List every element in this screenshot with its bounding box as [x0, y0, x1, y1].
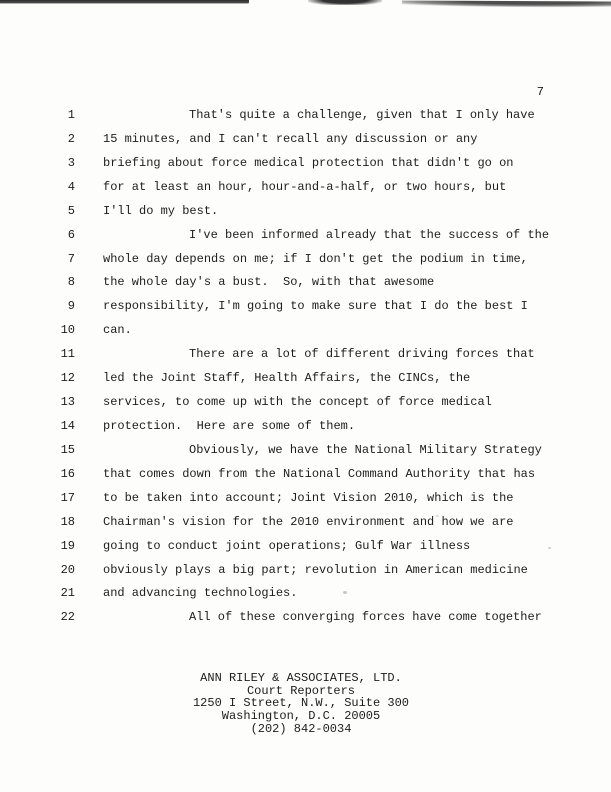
footer-line: Washington, D.C. 20005	[221, 709, 381, 724]
line-text: whole day depends on me; if I don't get the podium in time,	[103, 251, 528, 266]
line-number: 7	[67, 251, 75, 266]
line-number: 1	[67, 108, 75, 122]
line-text: responsibility, I'm going to make sure that I do the best I	[103, 299, 528, 314]
line-number: 15	[60, 442, 75, 457]
transcript-line	[0, 176, 611, 200]
line-text: That's quite a challenge, given that I only have	[189, 108, 535, 122]
scan-artifact-top-middle	[308, 0, 382, 5]
transcript-line	[0, 200, 611, 224]
transcript-line	[0, 463, 611, 487]
line-text: services, to come up with the concept of force medical	[103, 395, 492, 410]
transcript-line	[0, 391, 611, 415]
line-number: 18	[60, 514, 75, 529]
transcript-line	[0, 128, 611, 152]
transcript-line	[0, 152, 611, 176]
line-text: and advancing technologies.	[103, 586, 298, 601]
line-number: 6	[67, 227, 75, 242]
transcript-line	[0, 224, 611, 248]
line-text: I'll do my best.	[103, 203, 219, 218]
footer-line: (202) 842-0034	[250, 721, 352, 736]
line-text: led the Joint Staff, Health Affairs, the CINCs, the	[103, 371, 471, 386]
line-text: going to conduct joint operations; Gulf War illness	[103, 538, 471, 553]
line-text: Chairman's vision for the 2010 environment and how we are	[103, 514, 514, 529]
transcript-line	[0, 606, 611, 630]
reporter-footer	[0, 672, 602, 736]
line-number: 14	[60, 418, 75, 433]
line-number: 11	[60, 347, 75, 362]
line-text: that comes down from the National Command Authority that has	[103, 466, 536, 481]
transcript-line	[0, 511, 611, 535]
transcript-line	[0, 559, 611, 583]
line-number: 5	[67, 203, 75, 218]
line-number: 17	[60, 490, 75, 505]
transcript-line	[0, 248, 611, 272]
scan-artifact-top-right	[402, 0, 611, 7]
line-number: 21	[60, 586, 75, 601]
transcript-line	[0, 487, 611, 511]
transcript-line	[0, 319, 611, 343]
line-number: 22	[60, 610, 75, 625]
transcript-line	[0, 271, 611, 295]
transcript-body	[0, 104, 611, 630]
line-number: 8	[67, 275, 75, 290]
line-number: 3	[67, 155, 75, 170]
line-number: 12	[60, 371, 75, 386]
line-text: briefing about force medical protection that didn't go on	[103, 155, 514, 170]
transcript-line	[0, 343, 611, 367]
footer-line: Court Reporters	[246, 683, 356, 698]
line-text: obviously plays a big part; revolution in American medicine	[103, 562, 528, 577]
line-text: I've been informed already that the success of the	[189, 227, 550, 242]
line-text: protection. Here are some of them.	[103, 418, 356, 433]
transcript-line	[0, 104, 611, 128]
transcript-line	[0, 439, 611, 463]
line-number: 10	[60, 323, 75, 338]
line-number: 13	[60, 395, 75, 410]
scan-artifact-top-left	[0, 0, 249, 4]
line-text: Obviously, we have the National Military Strategy	[189, 442, 542, 457]
transcript-line	[0, 415, 611, 439]
line-number: 16	[60, 466, 75, 481]
transcript-line	[0, 295, 611, 319]
line-number: 19	[60, 538, 75, 553]
line-number: 4	[67, 179, 75, 194]
footer-line: ANN RILEY & ASSOCIATES, LTD.	[200, 671, 402, 685]
line-text: 15 minutes, and I can't recall any discussion or any	[103, 131, 478, 146]
transcript-line	[0, 582, 611, 606]
footer-line: 1250 I Street, N.W., Suite 300	[192, 696, 410, 711]
line-text: All of these converging forces have come together	[189, 610, 542, 625]
line-number: 9	[67, 299, 75, 314]
line-text: There are a lot of different driving forces that	[189, 347, 535, 362]
line-number: 20	[60, 562, 75, 577]
line-text: to be taken into account; Joint Vision 2010, which is the	[103, 490, 514, 505]
line-text: for at least an hour, hour-and-a-half, or two hours, but	[103, 179, 507, 194]
line-number: 2	[67, 131, 75, 146]
transcript-line	[0, 535, 611, 559]
line-text: can.	[103, 323, 132, 338]
page-number: 7	[536, 85, 544, 99]
transcript-line	[0, 367, 611, 391]
line-text: the whole day's a bust. So, with that awesome	[103, 275, 435, 290]
